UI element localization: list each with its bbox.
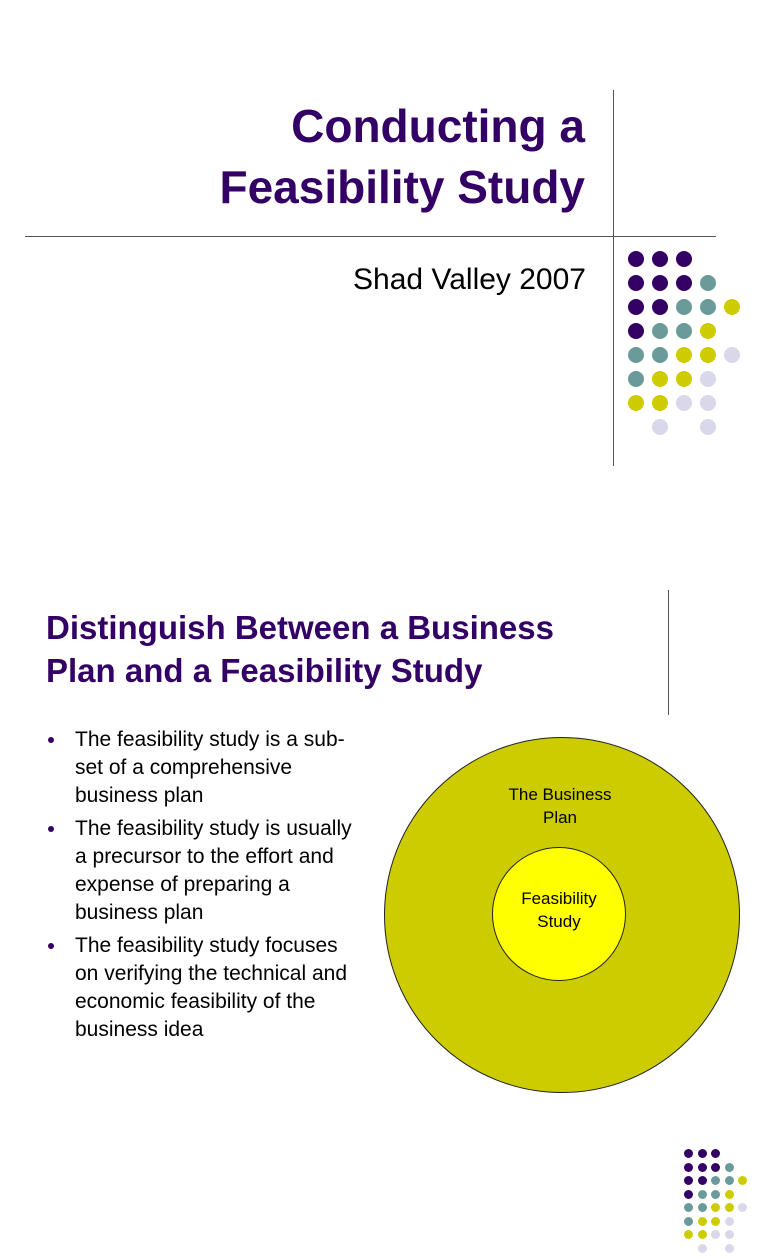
decor-dot (711, 1217, 720, 1226)
decor-dot (725, 1163, 734, 1172)
decor-dot (652, 419, 668, 435)
decor-dot (711, 1176, 720, 1185)
decor-dot (628, 371, 644, 387)
decor-dot (725, 1176, 734, 1185)
decor-dot (684, 1203, 693, 1212)
decor-dot (725, 1190, 734, 1199)
decor-dot (628, 299, 644, 315)
decor-dot (684, 1190, 693, 1199)
horizontal-divider (25, 236, 716, 237)
slide-subtitle: Shad Valley 2007 (353, 263, 586, 296)
content-slide (0, 560, 768, 1041)
decor-dot (652, 323, 668, 339)
decor-dot (652, 371, 668, 387)
feasibility-study-label: Feasibility Study (521, 889, 597, 931)
decor-dot (700, 395, 716, 411)
decor-dot (676, 251, 692, 267)
bullet-item: The feasibility study is a sub-set of a comprehensive business plan (46, 726, 366, 810)
slide-title: Distinguish Between a Business Plan and a Feasibility Study (46, 609, 554, 689)
bullet-list (46, 726, 366, 1049)
decor-dot (698, 1203, 707, 1212)
decor-dot (700, 347, 716, 363)
decor-dot (676, 299, 692, 315)
decor-dot (628, 395, 644, 411)
slide-title: Conducting a Feasibility Study (219, 100, 585, 213)
decor-dot (676, 371, 692, 387)
decor-dot (711, 1163, 720, 1172)
decor-dot (676, 347, 692, 363)
decor-dot (725, 1203, 734, 1212)
decor-dot (725, 1244, 734, 1253)
bullet-item: The feasibility study focuses on verifying the technical and economic feasibility of the business idea (46, 932, 366, 1044)
decor-dot (652, 347, 668, 363)
vertical-divider (668, 590, 669, 715)
decor-dot (711, 1230, 720, 1239)
decor-dot (698, 1244, 707, 1253)
decor-dot (698, 1149, 707, 1158)
decor-dot (628, 347, 644, 363)
decorative-dot-grid (628, 251, 758, 441)
decor-dot (700, 299, 716, 315)
business-plan-label: The Business Plan (508, 785, 612, 827)
decor-dot (700, 275, 716, 291)
decor-dot (652, 395, 668, 411)
decor-dot (700, 419, 716, 435)
decor-dot (711, 1149, 720, 1158)
decor-dot (676, 395, 692, 411)
decor-dot (684, 1176, 693, 1185)
decor-dot (724, 299, 740, 315)
decor-dot (652, 251, 668, 267)
decor-dot (684, 1230, 693, 1239)
decor-dot (738, 1203, 747, 1212)
decor-dot (684, 1163, 693, 1172)
decor-dot (698, 1176, 707, 1185)
decor-dot (724, 347, 740, 363)
decorative-dot-grid (684, 1149, 756, 1259)
decor-dot (684, 1149, 693, 1158)
vertical-divider (613, 90, 614, 466)
decor-dot (725, 1217, 734, 1226)
decor-dot (698, 1190, 707, 1199)
decor-dot (700, 371, 716, 387)
decor-dot (698, 1230, 707, 1239)
decor-dot (711, 1190, 720, 1199)
decor-dot (676, 323, 692, 339)
title-slide (0, 0, 768, 510)
decor-dot (711, 1203, 720, 1212)
decor-dot (738, 1176, 747, 1185)
decor-dot (628, 323, 644, 339)
decor-dot (725, 1230, 734, 1239)
decor-dot (628, 275, 644, 291)
decor-dot (698, 1217, 707, 1226)
decor-dot (628, 251, 644, 267)
decor-dot (698, 1163, 707, 1172)
decor-dot (684, 1217, 693, 1226)
decor-dot (652, 275, 668, 291)
decor-dot (700, 323, 716, 339)
bullet-item: The feasibility study is usually a precursor to the effort and expense of preparing a business plan (46, 815, 366, 927)
decor-dot (676, 275, 692, 291)
decor-dot (652, 299, 668, 315)
